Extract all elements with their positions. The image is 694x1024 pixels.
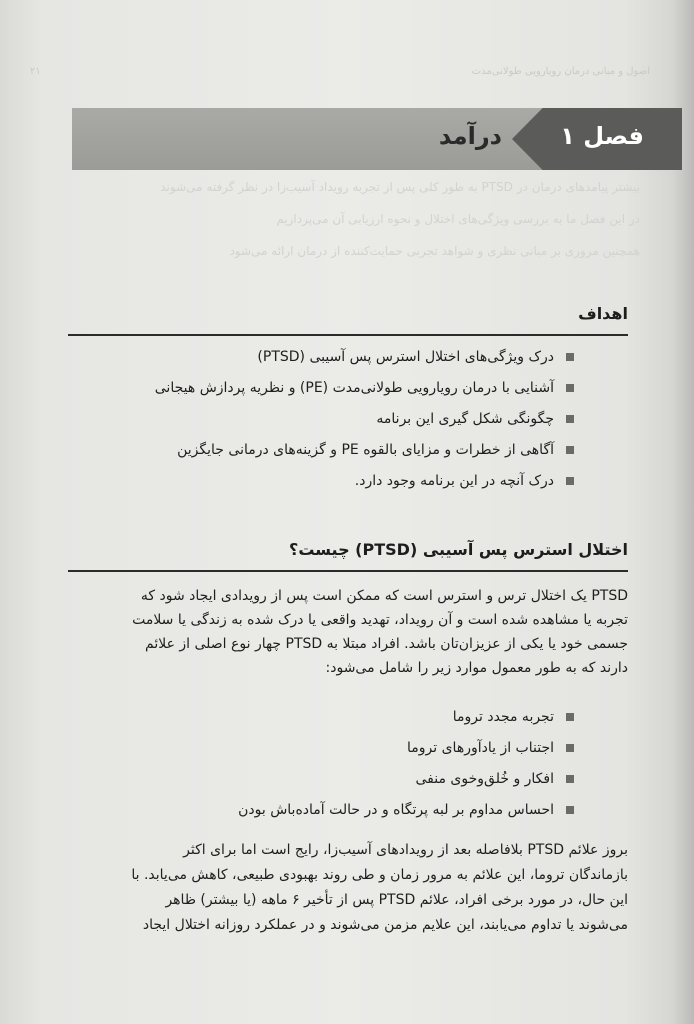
paragraph-line: PTSD یک اختلال ترس و استرس است که ممکن است پس از رویدادی ایجاد شود که (140, 588, 628, 604)
ptsd-section-rule (68, 570, 628, 572)
square-bullet-icon (566, 775, 574, 783)
list-item: افکار و خُلق‌وخوی منفی (238, 764, 576, 795)
list-item: اجتناب از یادآورهای تروما (238, 733, 576, 764)
list-item: درک آنچه در این برنامه وجود دارد. (155, 466, 576, 497)
list-item: چگونگی شکل گیری این برنامه (155, 404, 576, 435)
running-head-text: اصول و مبانی درمان رویارویی طولانی‌مدت (471, 66, 650, 77)
paragraph-line: جسمی خود یا یکی از عزیزان‌تان باشد. افراد مبتلا به PTSD چهار نوع اصلی از علائم (145, 636, 628, 652)
bleed-through-line: بیشتر پیامدهای درمان در PTSD به طور کلی پس از تجربه رویداد آسیب‌زا در نظر گرفته می‌شوند (160, 180, 640, 194)
square-bullet-icon (566, 806, 574, 814)
paragraph-line: می‌شوند یا تداوم می‌یابند، این علایم مزمن می‌شوند و در عملکرد روزانه اختلال ایجاد (142, 917, 628, 933)
square-bullet-icon (566, 446, 574, 454)
square-bullet-icon (566, 353, 574, 361)
ptsd-section-heading: اختلال استرس پس آسیبی (PTSD) چیست؟ (289, 540, 628, 559)
ptsd-onset-paragraph (66, 838, 628, 938)
list-item: درک ویژگی‌های اختلال استرس پس آسیبی (PTSD) (155, 342, 576, 373)
square-bullet-icon (566, 713, 574, 721)
symptoms-list (238, 702, 576, 826)
bleed-through-line: همچنین مروری بر مبانی نظری و شواهد تجربی حمایت‌کننده از درمان ارائه می‌شود (229, 244, 640, 258)
square-bullet-icon (566, 744, 574, 752)
list-item: آگاهی از خطرات و مزایای بالقوه PE و گزینه‌های درمانی جایگزین (155, 435, 576, 466)
page-number: ۲۱ (30, 66, 41, 77)
paragraph-line: بروز علائم PTSD بلافاصله بعد از رویدادهای آسیب‌زا، رایج است اما برای اکثر (183, 842, 628, 858)
square-bullet-icon (566, 477, 574, 485)
paragraph-line: دارند که به طور معمول موارد زیر را شامل می‌شود: (325, 660, 628, 676)
paragraph-line: بازماندگان تروما، این علائم به مرور زمان و طی روند بهبودی طبیعی، کاهش می‌یابد. با (131, 867, 628, 883)
objectives-list (155, 342, 576, 497)
list-item: تجربه مجدد تروما (238, 702, 576, 733)
square-bullet-icon (566, 415, 574, 423)
bleed-through-line: در این فصل ما به بررسی ویژگی‌های اختلال و نحوه ارزیابی آن می‌پردازیم (276, 212, 640, 226)
chapter-label: فصل ۱ (560, 122, 644, 150)
paragraph-line: این حال، در مورد برخی افراد، علائم PTSD پس از تأخیر ۶ ماهه (یا بیشتر) ظاهر (165, 892, 628, 908)
square-bullet-icon (566, 384, 574, 392)
ptsd-intro-paragraph (66, 584, 628, 680)
list-item: احساس مداوم بر لبه پرتگاه و در حالت آماده‌باش بودن (238, 795, 576, 826)
chapter-banner (72, 108, 682, 170)
list-item: آشنایی با درمان رویارویی طولانی‌مدت (PE) و نظریه پردازش هیجانی (155, 373, 576, 404)
running-head (30, 66, 650, 82)
objectives-rule (68, 334, 628, 336)
chapter-title: درآمد (438, 122, 502, 150)
paragraph-line: تجربه یا مشاهده شده است و آن رویداد، تهدید واقعی یا درک شده به زندگی یا سلامت (132, 612, 628, 628)
objectives-heading: اهداف (578, 304, 628, 323)
